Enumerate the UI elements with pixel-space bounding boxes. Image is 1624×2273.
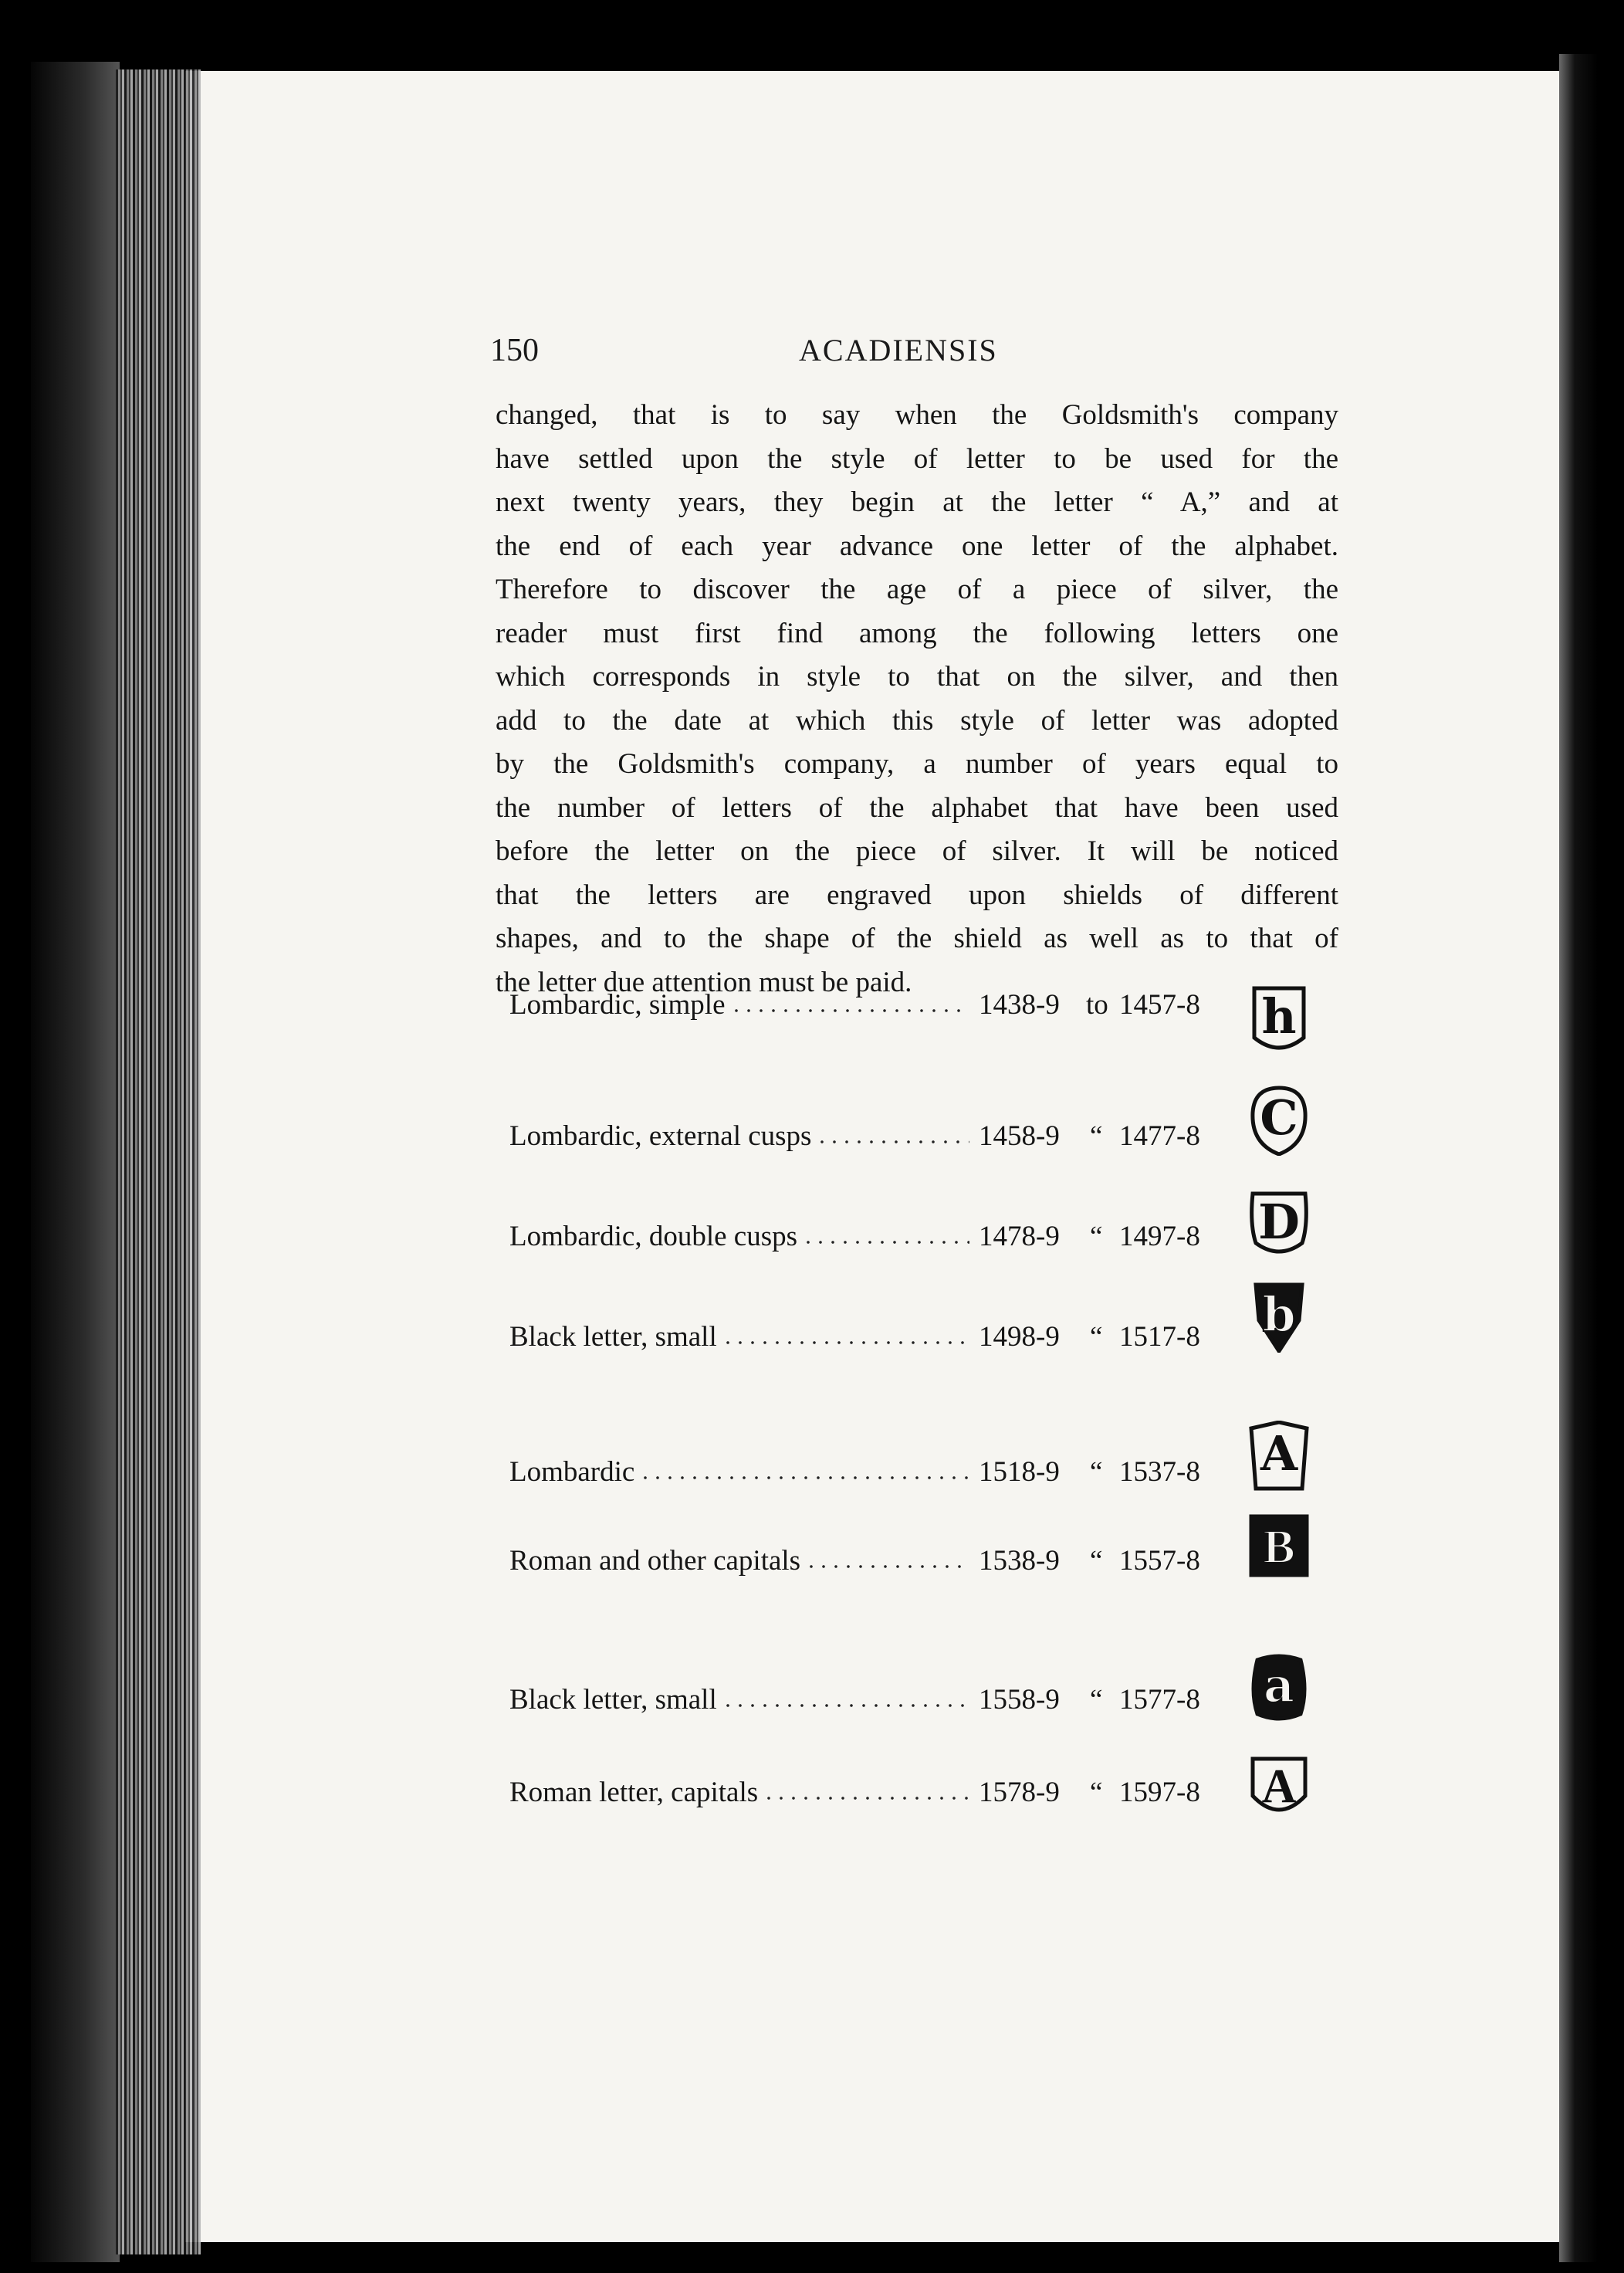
range-separator: to [1086,989,1108,1021]
letter-style-label: Lombardic [509,1456,635,1488]
blackletter-b-shield-icon [1248,1282,1310,1353]
start-year: 1578-9 [979,1777,1060,1808]
page-number: 150 [490,333,539,368]
letter-style-label: Lombardic, double cusps [509,1221,797,1252]
start-year: 1478-9 [979,1221,1060,1252]
svg-text:B: B [1263,1521,1295,1573]
end-year: 1517-8 [1119,1321,1200,1353]
range-separator: “ [1090,1321,1103,1353]
dot-leader [805,1564,969,1569]
end-year: 1577-8 [1119,1684,1200,1716]
range-separator: “ [1090,1221,1103,1252]
letter-style-label: Black letter, small [509,1321,717,1353]
body-line: the letter due attention must be paid. [496,966,912,998]
hallmark-row [509,1320,1358,1367]
hallmark-row [509,1776,1358,1822]
body-line: shapes, and to the shape of the shield as well as to that of [496,923,1338,954]
right-page-edge [1559,54,1598,2262]
body-line: the number of letters of the alphabet that have been used [496,791,1338,824]
lombardic-d-shield-icon [1248,1189,1310,1260]
hallmark-row [509,1544,1358,1590]
end-year: 1597-8 [1119,1777,1200,1808]
range-separator: “ [1090,1545,1103,1577]
hallmark-row [509,1683,1358,1729]
lombardic-h-shield-icon [1248,984,1310,1055]
blackletter-a-shield-icon [1248,1652,1310,1723]
end-year: 1477-8 [1119,1120,1200,1152]
end-year: 1537-8 [1119,1456,1200,1488]
body-line: that the letters are engraved upon shields of different [496,879,1338,911]
body-line: by the Goldsmith's company, a number of years equal to [496,748,1338,780]
body-line: add to the date at which this style of letter was adopted [496,704,1338,737]
svg-text:A: A [1260,1425,1298,1482]
body-line: next twenty years, they begin at the letter “ A,” and at [496,486,1338,518]
dot-leader [722,1703,969,1708]
range-separator: “ [1090,1684,1103,1716]
start-year: 1518-9 [979,1456,1060,1488]
hallmark-row [509,1455,1358,1502]
letter-style-label: Lombardic, simple [509,989,726,1021]
letter-style-label: Black letter, small [509,1684,717,1716]
dot-leader [816,1140,969,1144]
dot-leader [722,1340,969,1345]
letter-style-label: Roman and other capitals [509,1545,801,1577]
roman-a-shield-icon [1248,1753,1310,1824]
start-year: 1498-9 [979,1321,1060,1353]
roman-b-shield-icon [1248,1513,1310,1584]
start-year: 1538-9 [979,1545,1060,1577]
hallmark-row [509,988,1358,1035]
page-header [490,332,1046,378]
svg-text:A: A [1261,1760,1297,1813]
lombardic-a-shield-icon [1248,1421,1310,1492]
body-line: changed, that is to say when the Goldsmith's company [496,399,1338,431]
body-line: which corresponds in style to that on the silver, and then [496,661,1338,693]
body-paragraph [496,394,1338,1004]
svg-text:D: D [1258,1194,1300,1250]
letter-style-label: Roman letter, capitals [509,1777,759,1808]
end-year: 1497-8 [1119,1221,1200,1252]
end-year: 1557-8 [1119,1545,1200,1577]
svg-text:h: h [1261,988,1297,1045]
lombardic-c-shield-icon [1248,1085,1310,1156]
hallmark-row [509,1120,1358,1166]
svg-text:b: b [1262,1286,1296,1343]
body-line: the end of each year advance one letter of the alphabet. [496,530,1338,562]
svg-text:C: C [1260,1089,1298,1146]
book-gutter-shadow [31,62,120,2262]
svg-text:a: a [1263,1657,1295,1713]
book-page-edges [116,69,201,2254]
range-separator: “ [1090,1120,1103,1152]
start-year: 1558-9 [979,1684,1060,1716]
start-year: 1458-9 [979,1120,1060,1152]
end-year: 1457-8 [1119,989,1200,1021]
dot-leader [730,1008,970,1013]
running-title: ACADIENSIS [799,333,998,368]
letter-style-label: Lombardic, external cusps [509,1120,812,1152]
body-line: have settled upon the style of letter to be used for the [496,442,1338,475]
hallmark-row [509,1220,1358,1266]
range-separator: “ [1090,1777,1103,1808]
range-separator: “ [1090,1456,1103,1488]
body-line: reader must first find among the following letters one [496,617,1338,649]
dot-leader [639,1475,969,1480]
body-line: Therefore to discover the age of a piece of silver, the [496,574,1338,605]
dot-leader [763,1796,969,1800]
start-year: 1438-9 [979,989,1060,1021]
body-line: before the letter on the piece of silver. It will be noticed [496,835,1338,867]
dot-leader [802,1240,969,1245]
